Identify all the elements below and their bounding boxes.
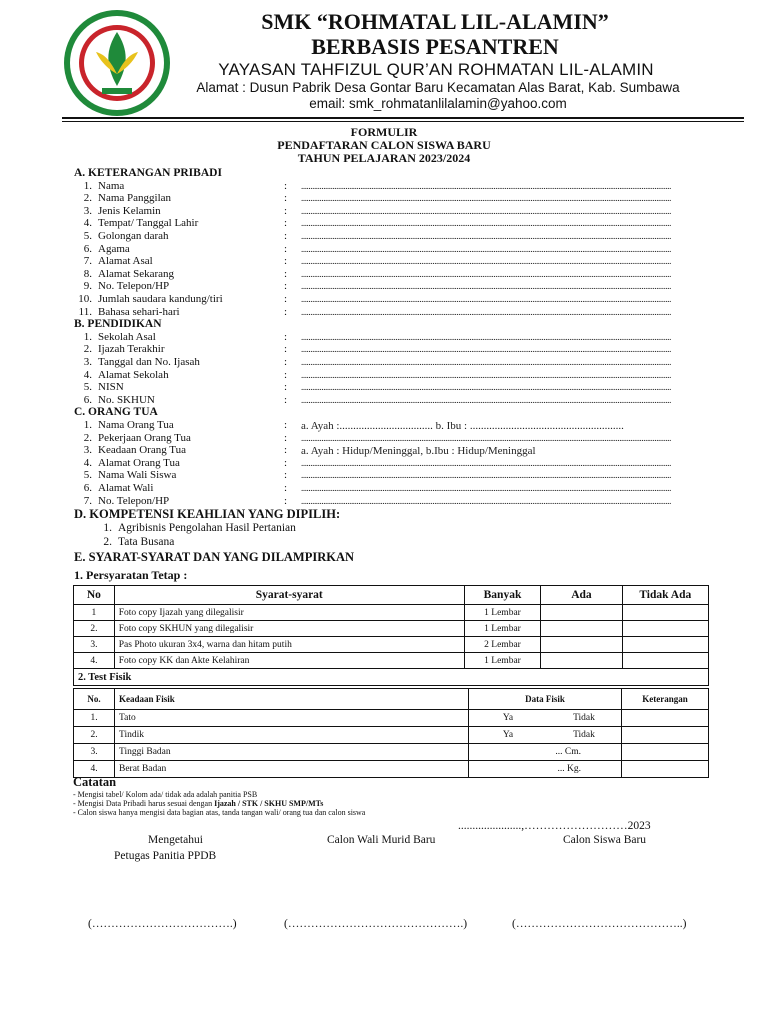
field-separator: :: [284, 419, 288, 431]
school-address: Alamat : Dusun Pabrik Desa Gontar Baru Kecamatan Alas Barat, Kab. Sumbawa: [196, 80, 680, 95]
row-number: 2.: [74, 727, 115, 744]
field-label: Alamat Wali: [98, 482, 154, 494]
tidak-ada-cell[interactable]: [622, 621, 708, 637]
field-label: Golongan darah: [98, 230, 169, 242]
table-row: [74, 653, 709, 669]
form-row: [74, 356, 200, 369]
row-number: 1.: [83, 330, 92, 343]
field-input[interactable]: ........................................................................................................................................................................................................: [301, 231, 672, 241]
field-input[interactable]: a. Ayah :.................................. b. Ibu : ........................................................: [301, 420, 624, 432]
field-label: Bahasa sehari-hari: [98, 305, 180, 318]
form-row: [74, 369, 169, 382]
row-number: 3.: [74, 637, 115, 653]
signature-label-left: Mengetahui: [148, 834, 203, 846]
field-input[interactable]: ........................................................................................................................................................................................................: [301, 344, 672, 355]
field-separator: :: [284, 192, 288, 205]
form-row: [74, 205, 161, 218]
field-label: No. Telepon/HP: [98, 280, 170, 293]
field-separator: :: [284, 204, 288, 217]
field-label: Tempat/ Tanggal Lahir: [98, 217, 199, 230]
row-number: 3.: [74, 744, 115, 761]
field-separator: :: [284, 305, 288, 318]
row-number: 1.: [83, 419, 92, 431]
form-row: [74, 243, 130, 256]
physical-item: Tindik: [115, 727, 469, 744]
tidak-ada-cell[interactable]: [622, 605, 708, 621]
form-row: [74, 293, 223, 306]
field-separator: :: [284, 255, 288, 268]
field-separator: :: [284, 356, 288, 368]
signature-blank-middle[interactable]: (……………………………………….): [284, 918, 468, 930]
row-number: 4.: [83, 368, 92, 381]
field-label: Nama Orang Tua: [98, 419, 174, 431]
row-number: 6.: [83, 393, 92, 406]
school-name: SMK “ROHMATAL LIL-ALAMIN”: [261, 9, 609, 34]
requirement-item: Foto copy SKHUN yang dilegalisir: [114, 621, 464, 637]
row-number: 3.: [83, 204, 92, 217]
form-subtitle: PENDAFTARAN CALON SISWA BARU: [277, 138, 491, 152]
note-line: - Calon siswa hanya mengisi data bagian atas, tanda tangan wali/ orang tua dan calon siswa: [73, 808, 366, 817]
table-row: [74, 637, 709, 653]
requirements-table: [73, 585, 709, 686]
field-input[interactable]: ........................................................................................................................................................................................................: [301, 193, 672, 204]
table-row: [74, 605, 709, 621]
ada-cell[interactable]: [541, 605, 622, 621]
column-header: Keterangan: [622, 689, 709, 710]
field-label: Jenis Kelamin: [98, 204, 161, 217]
height-value[interactable]: ... Cm.: [469, 744, 622, 761]
row-number: 1: [74, 605, 115, 621]
table-header-row: [74, 586, 709, 605]
field-separator: :: [284, 330, 288, 343]
form-year: TAHUN PELAJARAN 2023/2024: [297, 151, 471, 165]
field-label: Sekolah Asal: [98, 330, 156, 343]
column-header: Syarat-syarat: [114, 586, 464, 605]
field-label: Nama Panggilan: [98, 192, 172, 205]
field-input[interactable]: ........................................................................................................................................................................................................: [301, 218, 672, 229]
table-row: [74, 710, 709, 727]
row-number: 10.: [78, 293, 92, 305]
row-number: 6.: [83, 242, 92, 255]
field-label: Agama: [98, 242, 130, 255]
column-header: Ada: [541, 586, 622, 605]
section-a-heading: A. KETERANGAN PRIBADI: [74, 167, 222, 179]
row-number: 1.: [83, 179, 92, 192]
field-input[interactable]: ........................................................................................................................................................................................................: [301, 268, 672, 279]
column-header: Data Fisik: [469, 689, 622, 710]
field-input[interactable]: ........................................................................................................................................................................................................: [301, 432, 672, 443]
form-title: FORMULIR: [350, 125, 418, 139]
form-row: [74, 192, 171, 205]
field-label: Ijazah Terakhir: [98, 343, 165, 356]
section-d-heading: D. KOMPETENSI KEAHLIAN YANG DIPILIH:: [74, 507, 341, 521]
field-input[interactable]: ........................................................................................................................................................................................................: [301, 357, 672, 367]
requirements-subheading: 1. Persyaratan Tetap :: [74, 568, 188, 582]
note-line: - Mengisi tabel/ Kolom ada/ tidak ada adalah panitia PSB: [73, 790, 258, 799]
field-input[interactable]: ........................................................................................................................................................................................................: [301, 306, 672, 317]
field-input[interactable]: ........................................................................................................................................................................................................: [301, 331, 672, 342]
keterangan-cell[interactable]: [622, 727, 709, 744]
option-tidak[interactable]: Tidak: [547, 710, 622, 727]
requirement-qty: 1 Lembar: [464, 621, 541, 637]
field-label: Alamat Sekolah: [98, 368, 169, 381]
field-separator: :: [284, 217, 288, 230]
form-row: [74, 255, 153, 268]
field-input[interactable]: ........................................................................................................................................................................................................: [301, 256, 672, 267]
row-number: 2.: [83, 431, 92, 444]
school-email: email: smk_rohmatanlilalamin@yahoo.com: [309, 96, 567, 111]
requirement-item: Foto copy Ijazah yang dilegalisir: [114, 605, 464, 621]
field-input[interactable]: ........................................................................................................................................................................................................: [301, 281, 672, 292]
form-row: [74, 419, 174, 432]
field-separator: :: [284, 267, 288, 280]
table-header-row: [74, 689, 709, 710]
table-row: [74, 669, 709, 686]
field-input[interactable]: ........................................................................................................................................................................................................: [301, 394, 672, 405]
note-line: - Mengisi Data Pribadi harus sesuai dengan Ijazah / STK / SKHU SMP/MTs: [73, 799, 324, 808]
field-label: Alamat Asal: [98, 255, 153, 268]
field-input[interactable]: ........................................................................................................................................................................................................: [301, 483, 672, 493]
physical-item: Tato: [115, 710, 469, 727]
form-row: [74, 217, 198, 230]
row-number: 5.: [83, 230, 92, 242]
form-row: [74, 381, 124, 394]
form-row: [74, 482, 153, 495]
ada-cell[interactable]: [541, 621, 622, 637]
section-e-heading: E. SYARAT-SYARAT DAN YANG DILAMPIRKAN: [74, 550, 355, 564]
column-header: Banyak: [464, 586, 541, 605]
field-input[interactable]: ........................................................................................................................................................................................................: [301, 243, 672, 254]
requirement-item: Pas Photo ukuran 3x4, warna dan hitam putih: [114, 637, 464, 653]
field-label: NISN: [98, 381, 124, 394]
field-input[interactable]: ........................................................................................................................................................................................................: [301, 180, 672, 191]
requirement-qty: 1 Lembar: [464, 605, 541, 621]
field-separator: :: [284, 469, 288, 482]
field-label: Tanggal dan No. Ijasah: [98, 356, 200, 368]
field-label: No. Telepon/HP: [98, 494, 170, 507]
field-label: Nama: [98, 179, 125, 192]
requirement-item: Foto copy KK dan Akte Kelahiran: [114, 653, 464, 669]
table-row: [74, 761, 709, 778]
row-number: 11.: [78, 305, 92, 318]
field-separator: :: [284, 179, 288, 192]
form-row: [74, 343, 165, 356]
table-row: [74, 727, 709, 744]
row-number: 8.: [83, 267, 92, 280]
section-c-heading: C. ORANG TUA: [74, 406, 158, 419]
form-row: [74, 230, 169, 243]
option-ya[interactable]: Ya: [469, 710, 548, 727]
row-number: 2.: [74, 621, 115, 637]
form-row: [74, 432, 191, 445]
field-separator: :: [284, 280, 288, 293]
row-number: 4.: [74, 761, 115, 778]
field-separator: :: [284, 444, 288, 457]
field-label: Keadaan Orang Tua: [98, 444, 186, 457]
field-input[interactable]: ........................................................................................................................................................................................................: [301, 369, 672, 380]
row-number: 4.: [74, 653, 115, 669]
ada-cell[interactable]: [541, 653, 622, 669]
competency-option[interactable]: 1. Agribisnis Pengolahan Hasil Pertanian: [103, 522, 296, 534]
row-number: 5.: [83, 469, 92, 482]
form-row: [74, 268, 174, 281]
notes-heading: Catatan: [73, 775, 117, 789]
option-tidak[interactable]: Tidak: [547, 727, 622, 744]
field-input[interactable]: ........................................................................................................................................................................................................: [301, 294, 672, 304]
field-separator: :: [284, 368, 288, 381]
requirement-qty: 1 Lembar: [464, 653, 541, 669]
form-row: [74, 469, 176, 482]
row-number: 2.: [83, 192, 92, 205]
tidak-ada-cell[interactable]: [622, 653, 708, 669]
field-separator: :: [284, 456, 288, 469]
row-number: 9.: [83, 280, 92, 293]
row-number: 5.: [83, 381, 92, 394]
table-row: [74, 621, 709, 637]
row-number: 1.: [74, 710, 115, 727]
header-divider-thin: [62, 121, 744, 122]
signature-blank-right[interactable]: (……………………………………..): [512, 918, 687, 930]
requirement-qty: 2 Lembar: [464, 637, 541, 653]
form-row: [74, 444, 186, 457]
physical-item: Tinggi Badan: [115, 744, 469, 761]
field-label: Pekerjaan Orang Tua: [98, 431, 191, 444]
field-separator: :: [284, 230, 288, 242]
field-separator: :: [284, 293, 288, 305]
form-row: [74, 280, 169, 293]
field-separator: :: [284, 482, 288, 494]
physical-item: Berat Badan: [115, 761, 469, 778]
signature-blank-left[interactable]: (……………………………….): [88, 918, 237, 930]
field-label: Nama Wali Siswa: [98, 469, 177, 482]
column-header: Tidak Ada: [622, 586, 708, 605]
signature-label-right: Calon Siswa Baru: [563, 834, 647, 846]
column-header: Keadaan Fisik: [115, 689, 469, 710]
field-input[interactable]: ........................................................................................................................................................................................................: [301, 495, 672, 506]
row-number: 7.: [83, 255, 92, 268]
column-header: No: [74, 586, 115, 605]
field-separator: :: [284, 393, 288, 406]
row-number: 7.: [83, 494, 92, 507]
field-separator: :: [284, 381, 288, 394]
signature-label-middle: Calon Wali Murid Baru: [327, 834, 436, 846]
form-row: [74, 394, 155, 407]
row-number: 3.: [83, 444, 92, 457]
keterangan-cell[interactable]: [622, 744, 709, 761]
row-number: 4.: [83, 456, 92, 469]
form-row: [74, 457, 180, 470]
option-ya[interactable]: Ya: [469, 727, 548, 744]
form-row: [74, 306, 180, 319]
field-input[interactable]: ........................................................................................................................................................................................................: [301, 470, 672, 481]
school-subtitle: BERBASIS PESANTREN: [311, 34, 559, 59]
date-line[interactable]: ......................,………………………2023: [458, 820, 651, 832]
form-row: [74, 180, 124, 193]
form-row: [74, 331, 156, 344]
field-separator: :: [284, 431, 288, 444]
keterangan-cell[interactable]: [622, 710, 709, 727]
field-label: Alamat Orang Tua: [98, 456, 180, 469]
physical-test-subheading: 2. Test Fisik: [74, 669, 709, 686]
row-number: 2.: [83, 343, 92, 356]
field-separator: :: [284, 242, 288, 255]
row-number: 6.: [83, 482, 92, 494]
keterangan-cell[interactable]: [622, 761, 709, 778]
section-b-heading: B. PENDIDIKAN: [74, 318, 162, 331]
ada-cell[interactable]: [541, 637, 622, 653]
school-logo: [62, 8, 172, 118]
field-label: Alamat Sekarang: [98, 267, 175, 280]
column-header: No.: [74, 689, 115, 710]
signature-label-left-role: Petugas Panitia PPDB: [114, 850, 217, 862]
header-divider: [62, 117, 744, 119]
field-separator: :: [284, 343, 288, 356]
field-label: No. SKHUN: [98, 393, 155, 406]
physical-test-table: [73, 688, 709, 778]
field-separator: :: [284, 494, 288, 507]
form-row: [74, 495, 169, 508]
competency-option[interactable]: 2. Tata Busana: [103, 536, 175, 548]
weight-value[interactable]: ... Kg.: [469, 761, 622, 778]
field-input[interactable]: ........................................................................................................................................................................................................: [301, 382, 672, 393]
field-input[interactable]: ........................................................................................................................................................................................................: [301, 457, 672, 468]
table-row: [74, 744, 709, 761]
row-number: 3.: [83, 356, 92, 368]
field-input[interactable]: ........................................................................................................................................................................................................: [301, 205, 672, 216]
row-number: 4.: [83, 217, 92, 230]
foundation-name: YAYASAN TAHFIZUL QUR’AN ROHMATAN LIL-ALAMIN: [218, 60, 654, 79]
field-input[interactable]: a. Ayah : Hidup/Meninggal, b.Ibu : Hidup/Meninggal: [301, 445, 536, 458]
tidak-ada-cell[interactable]: [622, 637, 708, 653]
field-label: Jumlah saudara kandung/tiri: [98, 293, 223, 305]
